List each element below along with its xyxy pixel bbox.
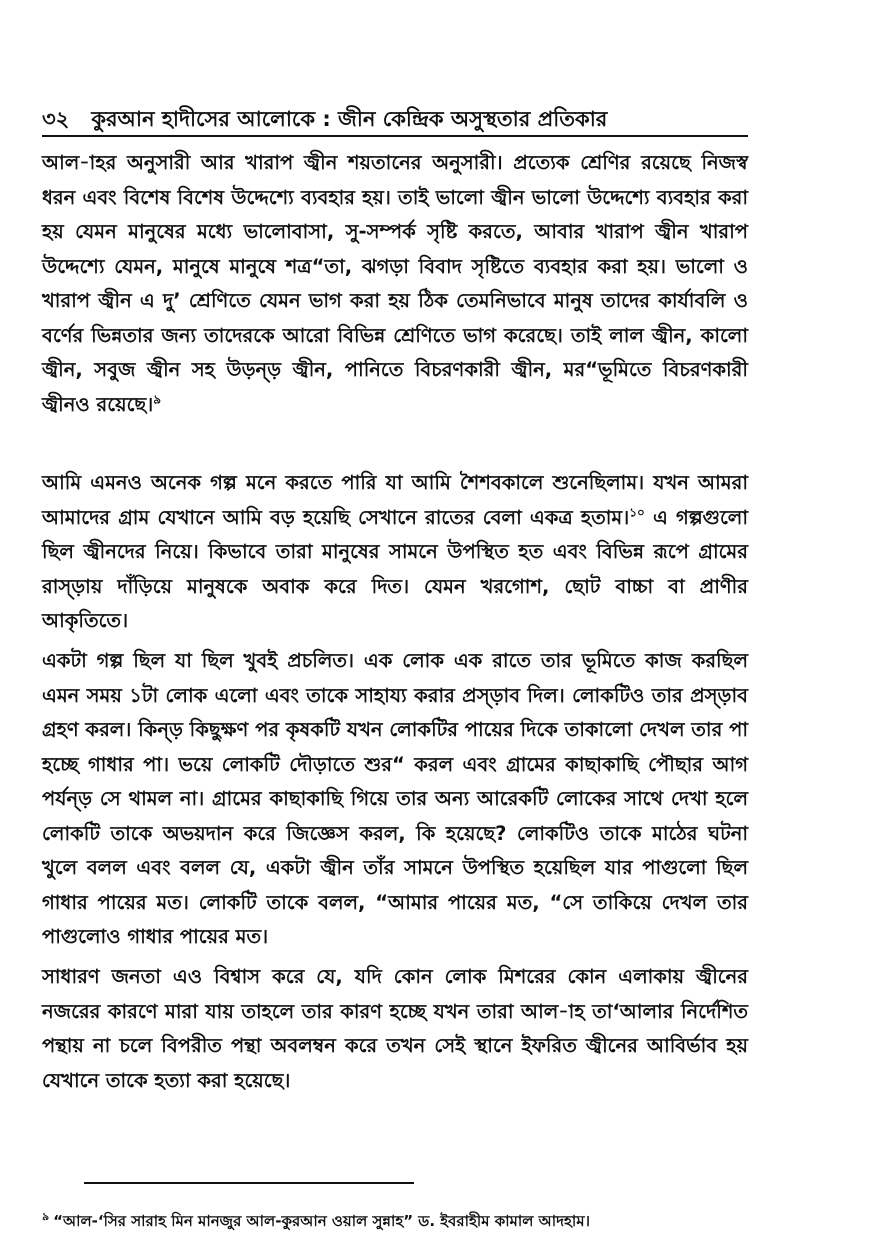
paragraph-1-text: আল-াহর অনুসারী আর খারাপ জ্বীন শয়তানের অনুসারী। প্রত্যেক শ্রেণির রয়েছে নিজস্ব ধরন এবং বিশেষ বিশেষ উদ্দেশ্যে ব্যবহার হয়। তাই ভালো জ্বীন ভালো উদ্দেশ্যে ব্যবহার করা হয় যেমন মানুষের মধ্যে ভালোবাসা, সু-সম্পর্ক সৃষ্টি করতে, আবার খারাপ জ্বীন খারাপ উদ্দেশ্যে যেমন, মানুষে মানুষে শত্র“তা, ঝগড়া বিবাদ সৃষ্টিতে ব্যবহার করা হয়। ভালো ও খারাপ জ্বীন এ দু’ শ্রেণিতে যেমন ভাগ করা হয় ঠিক তেমনিভাবে মানুষ তাদের কার্যাবলি ও বর্ণের ভিন্নতার জন্য তাদেরকে আরো বিভিন্ন শ্রেণিতে ভাগ করেছে। তাই লাল জ্বীন, কালো জ্বীন, সবুজ জ্বীন সহ উড়ন্ড় জ্বীন, পানিতে বিচরণকারী জ্বীন, মর“ভূমিতে বিচরণকারী জ্বীনও রয়েছে। — [42, 151, 748, 416]
footnote-marker: ৯ — [42, 1210, 50, 1223]
running-header — [42, 104, 748, 134]
paragraph-3-text: একটা গল্প ছিল যা ছিল খুবই প্রচলিত। এক লোক এক রাতে তার ভূমিতে কাজ করছিল এমন সময় ১টা লোক এলো এবং তাকে সাহায্য করার প্রস্ড়াব দিল। লোকটিও তার প্রস্ড়াব গ্রহণ করল। কিন্ড় কিছুক্ষণ পর কৃষকটি যখন লোকটির পায়ের দিকে তাকালো দেখল তার পা হচ্ছে গাধার পা। ভয়ে লোকটি দৌড়াতে শুর“ করল এবং গ্রামের কাছাকাছি পৌছার আগ পর্যন্ড় সে থামল না। গ্রামের কাছাকাছি গিয়ে তার অন্য আরেকটি লোকের সাথে দেখা হলে লোকটি তাকে অভয়দান করে জিজ্ঞেস করল, কি হয়েছে? লোকটিও তাকে মাঠের ঘটনা খুলে বলল এবং বলল যে, একটা জ্বীন তাঁর সামনে উপস্থিত হয়েছিল যার পাগুলো ছিল গাধার পায়ের মত। লোকটি তাকে বলল, “আমার পায়ের মত, “সে তাকিয়ে দেখল তার পাগুলোও গাধার পায়ের মত। — [42, 649, 748, 948]
paragraph-4-text: সাধারণ জনতা এও বিশ্বাস করে যে, যদি কোন লোক মিশরের কোন এলাকায় জ্বীনের নজরের কারণে মারা যায় তাহলে তার কারণ হচ্ছে যখন তারা আল-াহ তা‘আলার নির্দেশিত পন্থায় না চলে বিপরীত পন্থা অবলম্বন করে তখন সেই স্থানে ইফরিত জ্বীনের আবির্ভাব হয় যেখানে তাকে হত্যা করা হয়েছে। — [42, 965, 748, 1092]
footnote-rule — [84, 1182, 414, 1184]
paragraph-3 — [42, 644, 748, 954]
paragraph-2-text-start: আমি এমনও অনেক গল্প মনে করতে পারি যা আমি শৈশবকালে শুনেছিলাম। যখন আমরা আমাদের গ্রাম যেখানে আমি বড় হয়েছি সেখানে রাতের বেলা একত্র হতাম। — [42, 471, 748, 529]
paragraph-4 — [42, 960, 748, 1100]
chapter-title: কুরআন হাদীসের আলোকে : জীন কেন্দ্রিক অসুস্থতার প্রতিকার — [91, 107, 608, 131]
paragraph-1 — [42, 146, 748, 460]
footnote — [42, 1210, 762, 1232]
footnote-reference-10: ১০ — [629, 505, 645, 519]
page-number: ৩২ — [42, 107, 70, 131]
body-text — [42, 146, 748, 1106]
paragraph-2-text-end: এ গল্পগুলো ছিল জ্বীনদের নিয়ে। কিভাবে তারা মানুষের সামনে উপস্থিত হত এবং বিভিন্ন রূপে গ্রামের রাস্ড়ায় দাঁড়িয়ে মানুষকে অবাক করে দিত। যেমন খরগোশ, ছোট বাচ্চা বা প্রাণীর আকৃতিতে। — [42, 505, 748, 632]
footnote-reference-9: ৯ — [153, 392, 162, 406]
paragraph-2 — [42, 466, 748, 638]
footnote-text: “আল-‘সির সারাহ মিন মানজুর আল-কুরআন ওয়াল সুন্নাহ” ড. ইবরাহীম কামাল আদহাম। — [53, 1212, 590, 1230]
header-rule — [42, 135, 748, 137]
